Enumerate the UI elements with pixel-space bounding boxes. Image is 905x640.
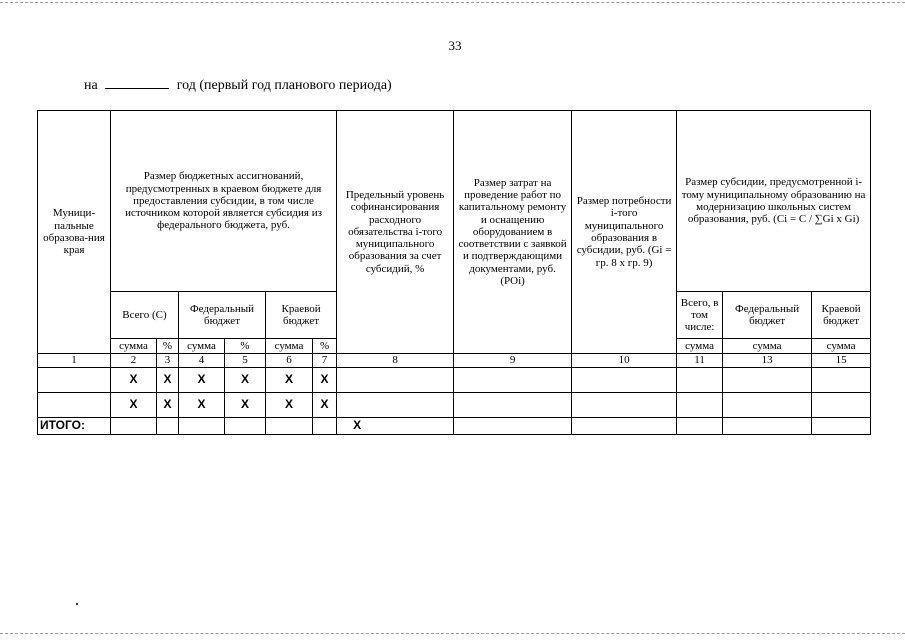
column-number: 3 (157, 354, 179, 368)
value-cell (225, 418, 266, 435)
column-number: 13 (723, 354, 812, 368)
value-cell (454, 368, 572, 393)
table-heading (84, 76, 392, 94)
value-cell (313, 418, 337, 435)
x-mark: X (225, 393, 266, 418)
value-cell (337, 368, 454, 393)
x-mark: X (179, 368, 225, 393)
subheader-sum: сумма (723, 339, 812, 354)
total-label: ИТОГО: (38, 418, 111, 435)
value-cell (812, 418, 871, 435)
value-cell (677, 368, 723, 393)
x-mark: X (157, 368, 179, 393)
column-number: 10 (572, 354, 677, 368)
x-mark: X (225, 368, 266, 393)
column-number: 4 (179, 354, 225, 368)
x-mark: X (313, 368, 337, 393)
x-mark: X (337, 418, 454, 435)
value-cell (111, 418, 157, 435)
value-cell (723, 368, 812, 393)
value-cell (572, 418, 677, 435)
header-subsidy-size: Размер субсидии, предусмотренной i-тому муниципальному образованию на модернизацию школьных систем образования, руб. (Ci = C / ∑Gi х Gi) (677, 111, 871, 292)
column-number: 1 (38, 354, 111, 368)
column-number: 6 (266, 354, 313, 368)
subheader-percent: % (157, 339, 179, 354)
header-municipal: Муници-пальные образова-ния края (38, 111, 111, 354)
x-mark: X (111, 393, 157, 418)
subheader-sum: сумма (677, 339, 723, 354)
municipality-cell (38, 368, 111, 393)
column-number: 8 (337, 354, 454, 368)
x-mark: X (157, 393, 179, 418)
column-number: 9 (454, 354, 572, 368)
page-number: 33 (448, 38, 462, 53)
value-cell (723, 393, 812, 418)
value-cell (572, 393, 677, 418)
header-federal-budget: Федеральный бюджет (179, 292, 266, 339)
column-number: 15 (812, 354, 871, 368)
x-mark: X (179, 393, 225, 418)
header-regional-budget: Краевой бюджет (266, 292, 337, 339)
table-row (38, 368, 871, 393)
column-number: 7 (313, 354, 337, 368)
header-cofinancing-level: Предельный уровень софинансирования расходного обязательства i-того муниципального образования за счет субсидий, % (337, 111, 454, 354)
x-mark: X (111, 368, 157, 393)
x-mark: X (266, 368, 313, 393)
value-cell (179, 418, 225, 435)
header-budget-allocations: Размер бюджетных ассигнований, предусмотренных в краевом бюджете для предоставления субсидии, в том числе источником которой является субсидия из федерального бюджета, руб. (111, 111, 337, 292)
value-cell (266, 418, 313, 435)
x-mark: X (313, 393, 337, 418)
value-cell (677, 418, 723, 435)
value-cell (723, 418, 812, 435)
bottom-edge-line (0, 633, 905, 634)
header-need-size: Размер потребности i-того муниципального образования в субсидии, руб. (Gi = гр. 8 х гр. 9) (572, 111, 677, 354)
header-regional-budget-short: Краевой бюджет (812, 292, 871, 339)
column-number: 2 (111, 354, 157, 368)
value-cell (677, 393, 723, 418)
value-cell (454, 393, 572, 418)
heading-prefix: на (84, 78, 98, 93)
top-edge-line (0, 2, 905, 3)
value-cell (157, 418, 179, 435)
subheader-sum: сумма (111, 339, 157, 354)
year-blank-field (105, 76, 169, 89)
x-mark: X (266, 393, 313, 418)
municipality-cell (38, 393, 111, 418)
header-total-c: Всего (С) (111, 292, 179, 339)
subsidy-table (37, 110, 871, 435)
subheader-sum: сумма (266, 339, 313, 354)
heading-suffix: год (первый год планового периода) (176, 78, 392, 93)
subheader-percent: % (313, 339, 337, 354)
scan-speck (76, 603, 78, 605)
header-repair-costs: Размер затрат на проведение работ по капитальному ремонту и оснащению оборудованием в соответствии с заявкой и подтверждающими документами, руб. (POi) (454, 111, 572, 354)
column-number: 11 (677, 354, 723, 368)
value-cell (572, 368, 677, 393)
header-total-incl: Всего, в том числе: (677, 292, 723, 339)
subheader-sum: сумма (179, 339, 225, 354)
subheader-percent: % (225, 339, 266, 354)
value-cell (812, 368, 871, 393)
header-federal-budget-short: Федеральный бюджет (723, 292, 812, 339)
total-row (38, 418, 871, 435)
value-cell (454, 418, 572, 435)
value-cell (812, 393, 871, 418)
table-row (38, 393, 871, 418)
subheader-sum: сумма (812, 339, 871, 354)
value-cell (337, 393, 454, 418)
column-number: 5 (225, 354, 266, 368)
